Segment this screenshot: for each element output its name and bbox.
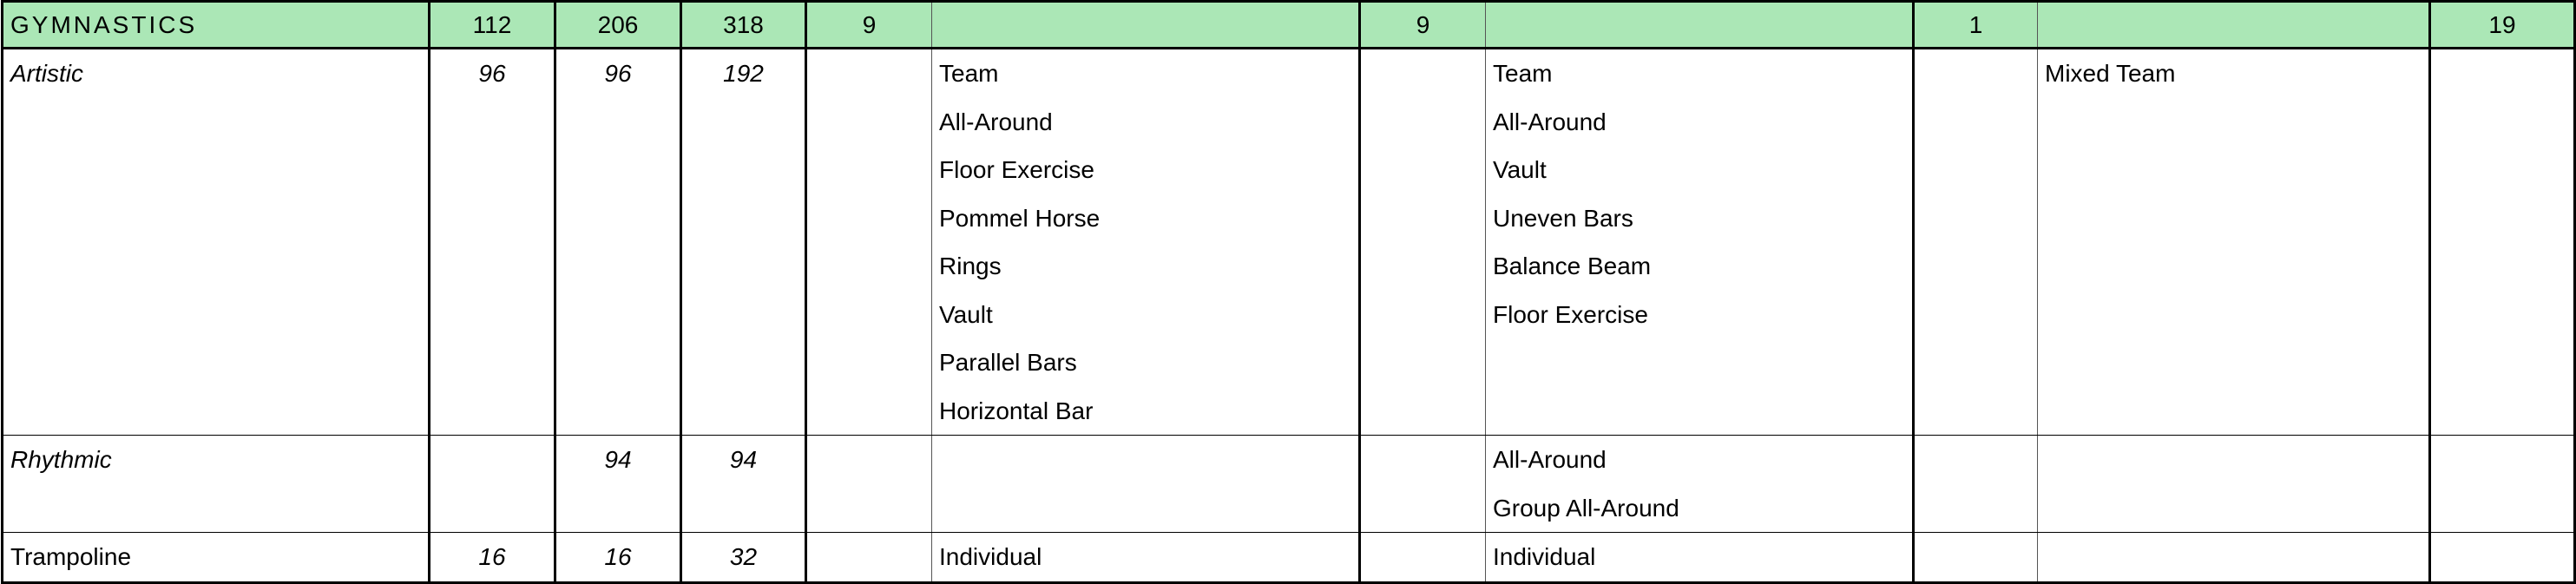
event-item: Vault <box>939 300 993 328</box>
events-total-cell <box>2430 533 2575 583</box>
discipline-row-artistic <box>3 49 2575 436</box>
men-events-header <box>932 2 1360 49</box>
event-item: Floor Exercise <box>939 156 1094 183</box>
sport-header-row <box>3 2 2575 49</box>
men-events-spacer <box>806 49 932 436</box>
event-item: Team <box>1493 60 1553 87</box>
event-item: Parallel Bars <box>939 349 1077 376</box>
women-events-list <box>1486 49 1914 436</box>
events-total-cell <box>2430 49 2575 436</box>
discipline-row-trampoline <box>3 533 2575 583</box>
total-athletes: 32 <box>681 533 806 583</box>
discipline-name: Rhythmic <box>3 436 430 533</box>
events-total-cell <box>2430 436 2575 533</box>
event-item: All-Around <box>939 108 1053 135</box>
event-item: Uneven Bars <box>1493 204 1633 232</box>
men-event-count: 9 <box>806 2 932 49</box>
men-events-list <box>932 49 1360 436</box>
men-events-spacer <box>806 533 932 583</box>
mixed-events-list <box>2038 436 2430 533</box>
event-item: Pommel Horse <box>939 204 1101 232</box>
mixed-event-count: 1 <box>1914 2 2038 49</box>
women-events-spacer <box>1360 533 1486 583</box>
total-events: 19 <box>2430 2 2575 49</box>
event-item: Team <box>939 60 999 87</box>
men-events-list <box>932 533 1360 583</box>
event-item: Individual <box>939 543 1042 570</box>
event-item: Individual <box>1493 543 1596 570</box>
mixed-events-spacer <box>1914 533 2038 583</box>
mixed-events-list <box>2038 533 2430 583</box>
gymnastics-events-table <box>1 0 2576 584</box>
women-events-spacer <box>1360 49 1486 436</box>
mixed-events-list <box>2038 49 2430 436</box>
total-athletes: 94 <box>681 436 806 533</box>
event-item: Horizontal Bar <box>939 397 1094 424</box>
women-athletes: 16 <box>555 533 681 583</box>
event-item: Group All-Around <box>1493 494 1679 522</box>
athletes-grand-total: 318 <box>681 2 806 49</box>
event-item: All-Around <box>1493 446 1607 473</box>
women-athletes-total: 206 <box>555 2 681 49</box>
men-athletes-total: 112 <box>430 2 555 49</box>
men-events-list <box>932 436 1360 533</box>
event-item: Mixed Team <box>2045 60 2176 87</box>
men-athletes <box>430 436 555 533</box>
women-athletes: 94 <box>555 436 681 533</box>
women-event-count: 9 <box>1360 2 1486 49</box>
women-events-list <box>1486 436 1914 533</box>
discipline-row-rhythmic <box>3 436 2575 533</box>
mixed-events-header <box>2038 2 2430 49</box>
discipline-name: Artistic <box>3 49 430 436</box>
event-item: Balance Beam <box>1493 253 1652 279</box>
event-item: Floor Exercise <box>1493 300 1648 328</box>
women-athletes: 96 <box>555 49 681 436</box>
mixed-events-spacer <box>1914 49 2038 436</box>
event-item: Vault <box>1493 156 1547 183</box>
event-item: All-Around <box>1493 108 1607 135</box>
men-athletes: 96 <box>430 49 555 436</box>
women-events-list <box>1486 533 1914 583</box>
total-athletes: 192 <box>681 49 806 436</box>
women-events-spacer <box>1360 436 1486 533</box>
discipline-name: Trampoline <box>3 533 430 583</box>
event-item: Rings <box>939 253 1002 279</box>
men-events-spacer <box>806 436 932 533</box>
women-events-header <box>1486 2 1914 49</box>
men-athletes: 16 <box>430 533 555 583</box>
sport-name: GYMNASTICS <box>3 2 430 49</box>
mixed-events-spacer <box>1914 436 2038 533</box>
